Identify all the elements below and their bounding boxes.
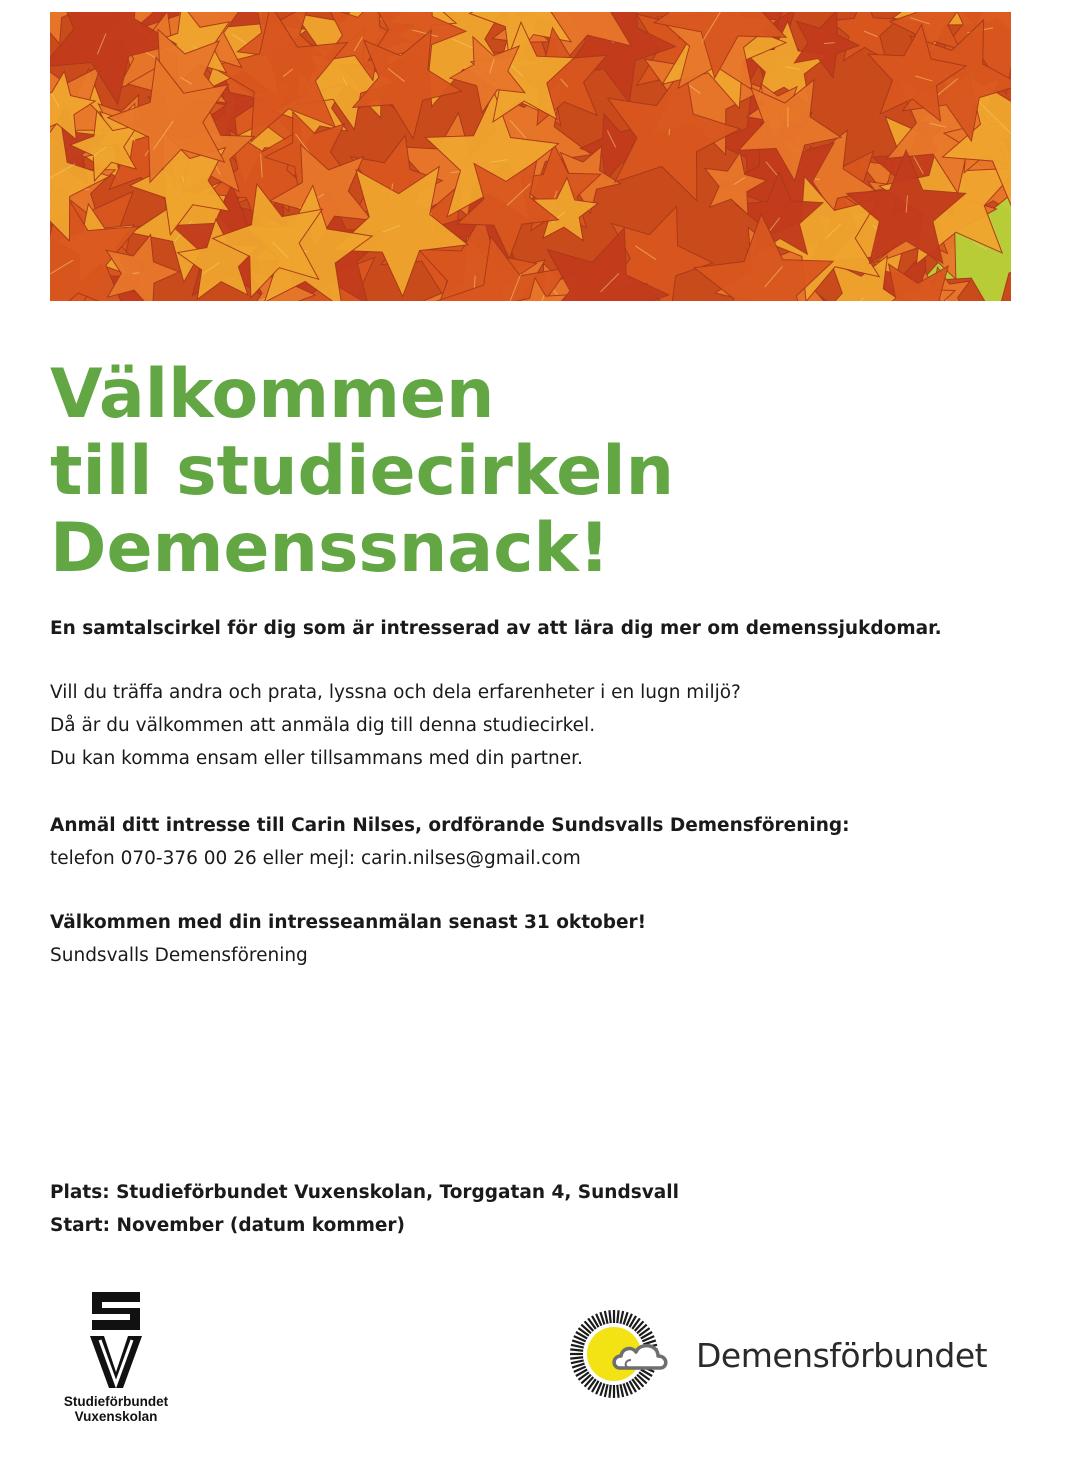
sv-monogram-icon	[88, 1288, 144, 1390]
title-line-2: till studiecirkeln	[50, 432, 674, 511]
vuxenskolan-name	[50, 1394, 182, 1424]
demensforbundet-logo	[568, 1306, 1008, 1402]
signup-section	[50, 809, 850, 875]
welcome-section	[50, 906, 646, 972]
vuxenskolan-logo	[50, 1288, 182, 1428]
venue-section	[50, 1176, 679, 1242]
demensforbundet-name: Demensförbundet	[696, 1336, 988, 1375]
title-line-3: Demenssnack!	[50, 509, 610, 588]
intro-line-3: Du kan komma ensam eller tillsammans med din partner.	[50, 748, 583, 769]
intro-line-2: Då är du välkommen att anmäla dig till denna studiecirkel.	[50, 715, 596, 736]
vuxenskolan-name-line-1: Studieförbundet	[63, 1394, 169, 1409]
lead-text: En samtalscirkel för dig som är intresserad av att lära dig mer om demenssjukdomar.	[50, 618, 942, 639]
autumn-leaves-image	[50, 12, 1011, 301]
title-line-1: Välkommen	[50, 355, 495, 434]
intro-paragraph	[50, 676, 741, 775]
page-title	[50, 356, 674, 587]
sun-cloud-icon	[568, 1306, 696, 1402]
vuxenskolan-name-line-2: Vuxenskolan	[74, 1409, 158, 1424]
venue-place: Plats: Studieförbundet Vuxenskolan, Torggatan 4, Sundsvall	[50, 1182, 679, 1203]
organizer-name: Sundsvalls Demensförening	[50, 945, 308, 966]
signup-contact: telefon 070-376 00 26 eller mejl: carin.nilses@gmail.com	[50, 848, 581, 869]
intro-line-1: Vill du träffa andra och prata, lyssna och dela erfarenheter i en lugn miljö?	[50, 682, 741, 703]
venue-start: Start: November (datum kommer)	[50, 1215, 405, 1236]
signup-heading: Anmäl ditt intresse till Carin Nilses, ordförande Sundsvalls Demensförening:	[50, 815, 850, 836]
deadline-text: Välkommen med din intresseanmälan senast 31 oktober!	[50, 912, 647, 933]
autumn-leaves-photo-icon	[50, 12, 1011, 301]
